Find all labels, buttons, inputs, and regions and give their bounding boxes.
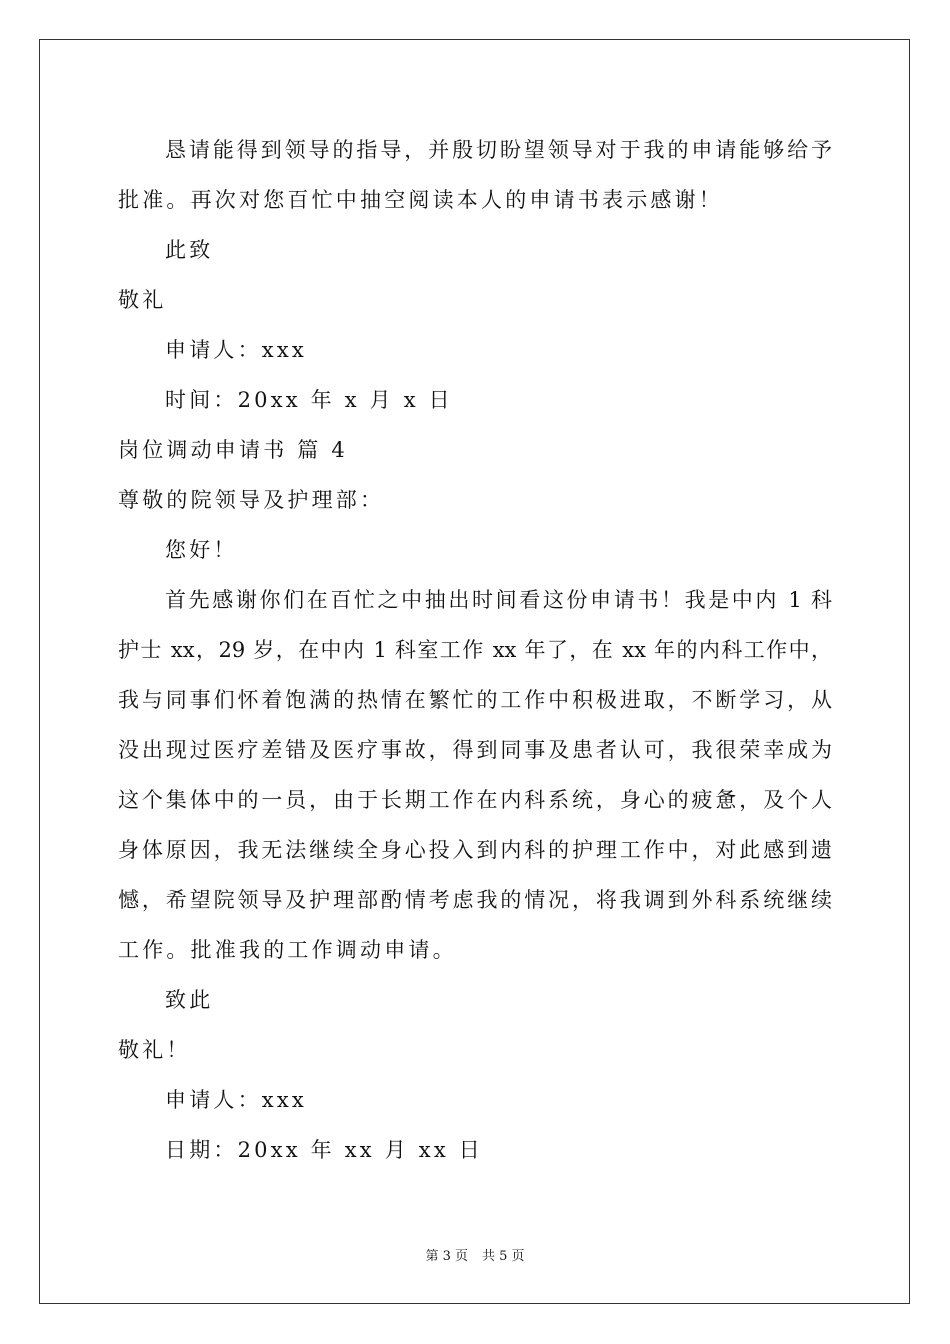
closing-zhici: 致此	[165, 988, 214, 1012]
paragraph-line: 恳请能得到领导的指导，并殷切盼望领导对于我的申请能够给予	[165, 138, 832, 162]
body-line: 憾，希望院领导及护理部酌情考虑我的情况，将我调到外科系统继续	[118, 888, 832, 912]
applicant-line: 申请人：xxx	[165, 1088, 307, 1112]
paragraph-line: 批准。再次对您百忙中抽空阅读本人的申请书表示感谢！	[118, 188, 723, 212]
closing-jingli: 敬礼	[118, 288, 167, 312]
body-line: 这个集体中的一员，由于长期工作在内科系统，身心的疲惫，及个人	[118, 788, 832, 812]
body-line: 首先感谢你们在百忙之中抽出时间看这份申请书！我是中内 1 科	[165, 588, 832, 612]
body-line: 护士 xx，29 岁，在中内 1 科室工作 xx 年了，在 xx 年的内科工作中，	[118, 638, 832, 662]
closing-jingli: 敬礼！	[118, 1038, 191, 1062]
body-line: 身体原因，我无法继续全身心投入到内科的护理工作中，对此感到遗	[118, 838, 832, 862]
greeting: 您好！	[165, 538, 238, 562]
time-line: 时间：20xx 年 x 月 x 日	[165, 388, 453, 412]
page-number: 第 3 页	[425, 1249, 468, 1264]
page-footer	[0, 1248, 950, 1266]
section-title: 岗位调动申请书 篇 4	[118, 438, 348, 462]
body-line: 我与同事们怀着饱满的热情在繁忙的工作中积极进取，不断学习，从	[118, 688, 832, 712]
body-line: 工作。批准我的工作调动申请。	[118, 938, 457, 962]
page-border	[39, 39, 910, 1304]
applicant-line: 申请人：xxx	[165, 338, 307, 362]
date-line: 日期：20xx 年 xx 月 xx 日	[165, 1138, 483, 1162]
body-line: 没出现过医疗差错及医疗事故，得到同事及患者认可，我很荣幸成为	[118, 738, 832, 762]
salutation: 尊敬的院领导及护理部：	[118, 488, 385, 512]
page-total: 共 5 页	[482, 1249, 525, 1264]
closing-cizhi: 此致	[165, 238, 214, 262]
